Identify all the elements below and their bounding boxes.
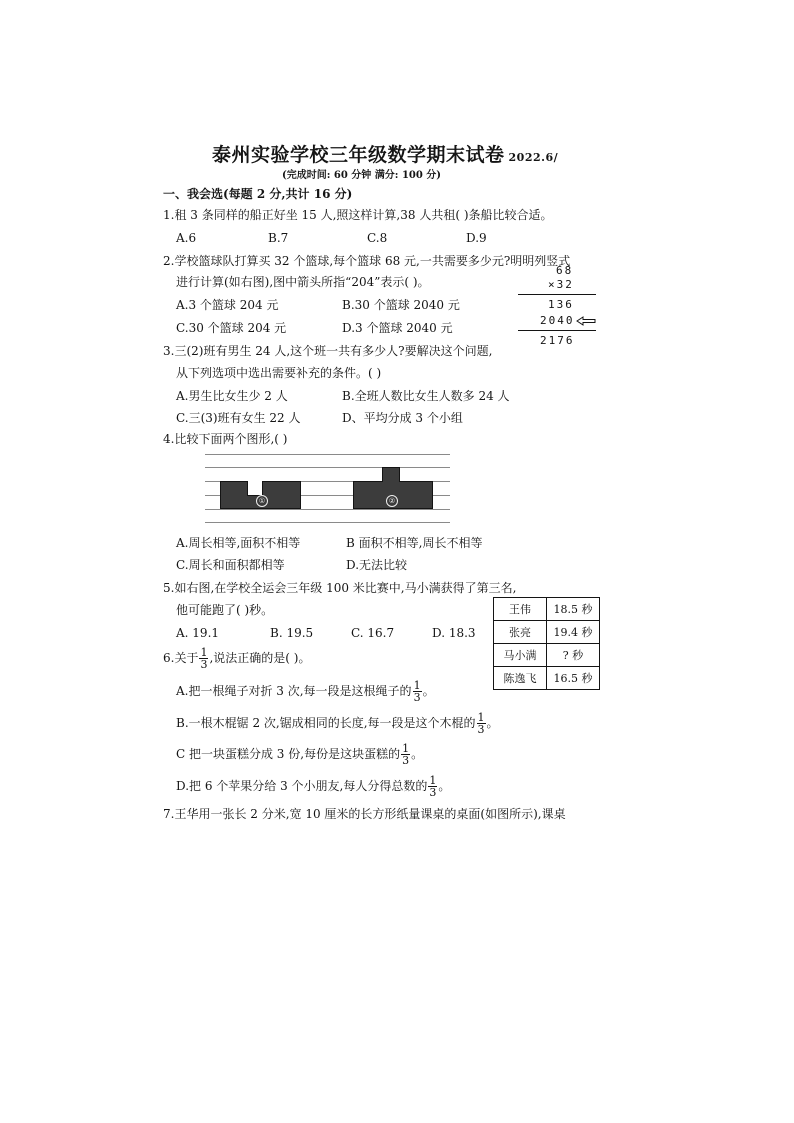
- left-arrow-icon: [576, 316, 596, 326]
- q5-option-c: C. 16.7: [351, 626, 395, 640]
- runner-time: 16.5 秒: [547, 667, 600, 690]
- q4-option-d: D.无法比较: [346, 558, 408, 572]
- q5-option-b: B. 19.5: [270, 626, 314, 640]
- q6-option-a: [176, 680, 435, 703]
- fraction-denominator: 3: [413, 691, 421, 704]
- shape-2-label: ②: [386, 495, 398, 507]
- shape-1-notch: [247, 481, 263, 496]
- q1-option-c: C.8: [367, 231, 388, 245]
- fraction-numerator: 1: [477, 711, 485, 724]
- runner-name: 张亮: [494, 621, 547, 644]
- fraction-numerator: 1: [200, 646, 208, 659]
- period: 。: [411, 747, 424, 761]
- question-5-line1: 5.如右图,在学校全运会三年级 100 米比赛中,马小满获得了第三名,: [163, 581, 517, 595]
- table-row: [494, 667, 600, 690]
- fraction-denominator: 3: [429, 786, 437, 799]
- section-heading: 一、我会选(每题 2 分,共计 16 分): [163, 187, 353, 201]
- fraction-denominator: 3: [402, 754, 410, 767]
- q6-lead-a: 6.关于: [163, 651, 199, 665]
- calc-multiplicand: 68: [556, 264, 574, 277]
- fraction-numerator: 1: [402, 742, 410, 755]
- fraction-numerator: 1: [413, 679, 421, 692]
- grid-line: [205, 522, 450, 523]
- q4-option-c: C.周长和面积都相等: [176, 558, 285, 572]
- q6-option-a-text: A.把一根绳子对折 3 次,每一段是这根绳子的: [176, 684, 412, 698]
- calc-multiplier: ×32: [548, 278, 574, 291]
- runner-name: 陈逸飞: [494, 667, 547, 690]
- fraction-denominator: 3: [477, 723, 485, 736]
- fraction-one-third: [413, 680, 422, 703]
- runner-name: 马小满: [494, 644, 547, 667]
- table-row: [494, 644, 600, 667]
- q3-option-d: D、平均分成 3 个小组: [342, 411, 463, 425]
- table-row: [494, 598, 600, 621]
- period: 。: [486, 716, 499, 730]
- q6-option-b-text: B.一根木棍锯 2 次,锯成相同的长度,每一段是这个木棍的: [176, 716, 476, 730]
- shape-comparison-figure: [205, 452, 450, 524]
- race-results-table: [493, 597, 600, 690]
- q6-option-c-text: C 把一块蛋糕分成 3 份,每份是这块蛋糕的: [176, 747, 401, 761]
- question-2-line1: 2.学校篮球队打算买 32 个篮球,每个篮球 68 元,一共需要多少元?明明列竖式: [163, 254, 571, 268]
- fraction-one-third: [401, 743, 410, 766]
- exam-date: 2022.6/: [508, 151, 559, 164]
- table-row: [494, 621, 600, 644]
- runner-time: 19.4 秒: [547, 621, 600, 644]
- q5-option-d: D. 18.3: [432, 626, 476, 640]
- q6-option-d-text: D.把 6 个苹果分给 3 个小朋友,每人分得总数的: [176, 779, 428, 793]
- q6-option-c: [176, 743, 423, 766]
- q6-option-b: [176, 712, 499, 735]
- question-7: 7.王华用一张长 2 分米,宽 10 厘米的长方形纸量课桌的桌面(如图所示),课桌: [163, 807, 566, 821]
- calc-rule-1: [518, 294, 596, 295]
- grid-line: [205, 454, 450, 455]
- q6-option-d: [176, 775, 450, 798]
- fraction-one-third: [477, 712, 486, 735]
- question-4: 4.比较下面两个图形,( ): [163, 432, 288, 446]
- grid-line: [205, 509, 450, 510]
- question-3-line1: 3.三(2)班有男生 24 人,这个班一共有多少人?要解决这个问题,: [163, 344, 493, 358]
- calc-partial-2: 2040: [540, 314, 575, 327]
- q3-option-c: C.三(3)班有女生 22 人: [176, 411, 301, 425]
- fraction-one-third: [428, 775, 437, 798]
- calc-rule-2: [518, 330, 596, 331]
- fraction-denominator: 3: [200, 658, 208, 671]
- q2-option-b: B.30 个篮球 2040 元: [342, 298, 460, 312]
- exam-title: [212, 140, 558, 167]
- runner-time: ? 秒: [547, 644, 600, 667]
- title-text: 泰州实验学校三年级数学期末试卷: [212, 144, 505, 166]
- calc-product: 2176: [540, 334, 575, 347]
- question-1: 1.租 3 条同样的船正好坐 15 人,照这样计算,38 人共租( )条船比较合适。: [163, 208, 553, 222]
- question-3-line2: 从下列选项中选出需要补充的条件。( ): [176, 366, 382, 380]
- fraction-numerator: 1: [429, 774, 437, 787]
- shape-2-top: [382, 467, 400, 482]
- calc-partial-1: 136: [548, 298, 574, 311]
- q2-option-c: C.30 个篮球 204 元: [176, 321, 287, 335]
- fraction-one-third: [199, 647, 208, 670]
- q3-option-b: B.全班人数比女生人数多 24 人: [342, 389, 510, 403]
- q6-lead-b: ,说法正确的是( )。: [209, 651, 311, 665]
- exam-subtitle: (完成时间: 60 分钟 满分: 100 分): [282, 170, 442, 181]
- q2-option-d: D.3 个篮球 2040 元: [342, 321, 453, 335]
- q4-option-b: B 面积不相等,周长不相等: [346, 536, 483, 550]
- grid-line: [205, 467, 450, 468]
- question-5-line2: 他可能跑了( )秒。: [176, 603, 274, 617]
- period: 。: [438, 779, 451, 793]
- shape-1-label: ①: [256, 495, 268, 507]
- q1-option-b: B.7: [268, 231, 289, 245]
- q2-option-a: A.3 个篮球 204 元: [176, 298, 279, 312]
- q3-option-a: A.男生比女生少 2 人: [176, 389, 288, 403]
- q1-option-a: A.6: [176, 231, 197, 245]
- question-2-line2: 进行计算(如右图),图中箭头所指“204”表示( )。: [176, 275, 430, 289]
- q1-option-d: D.9: [466, 231, 487, 245]
- q4-option-a: A.周长相等,面积不相等: [176, 536, 301, 550]
- q5-option-a: A. 19.1: [176, 626, 220, 640]
- period: 。: [422, 684, 435, 698]
- question-6: [163, 647, 310, 670]
- runner-time: 18.5 秒: [547, 598, 600, 621]
- runner-name: 王伟: [494, 598, 547, 621]
